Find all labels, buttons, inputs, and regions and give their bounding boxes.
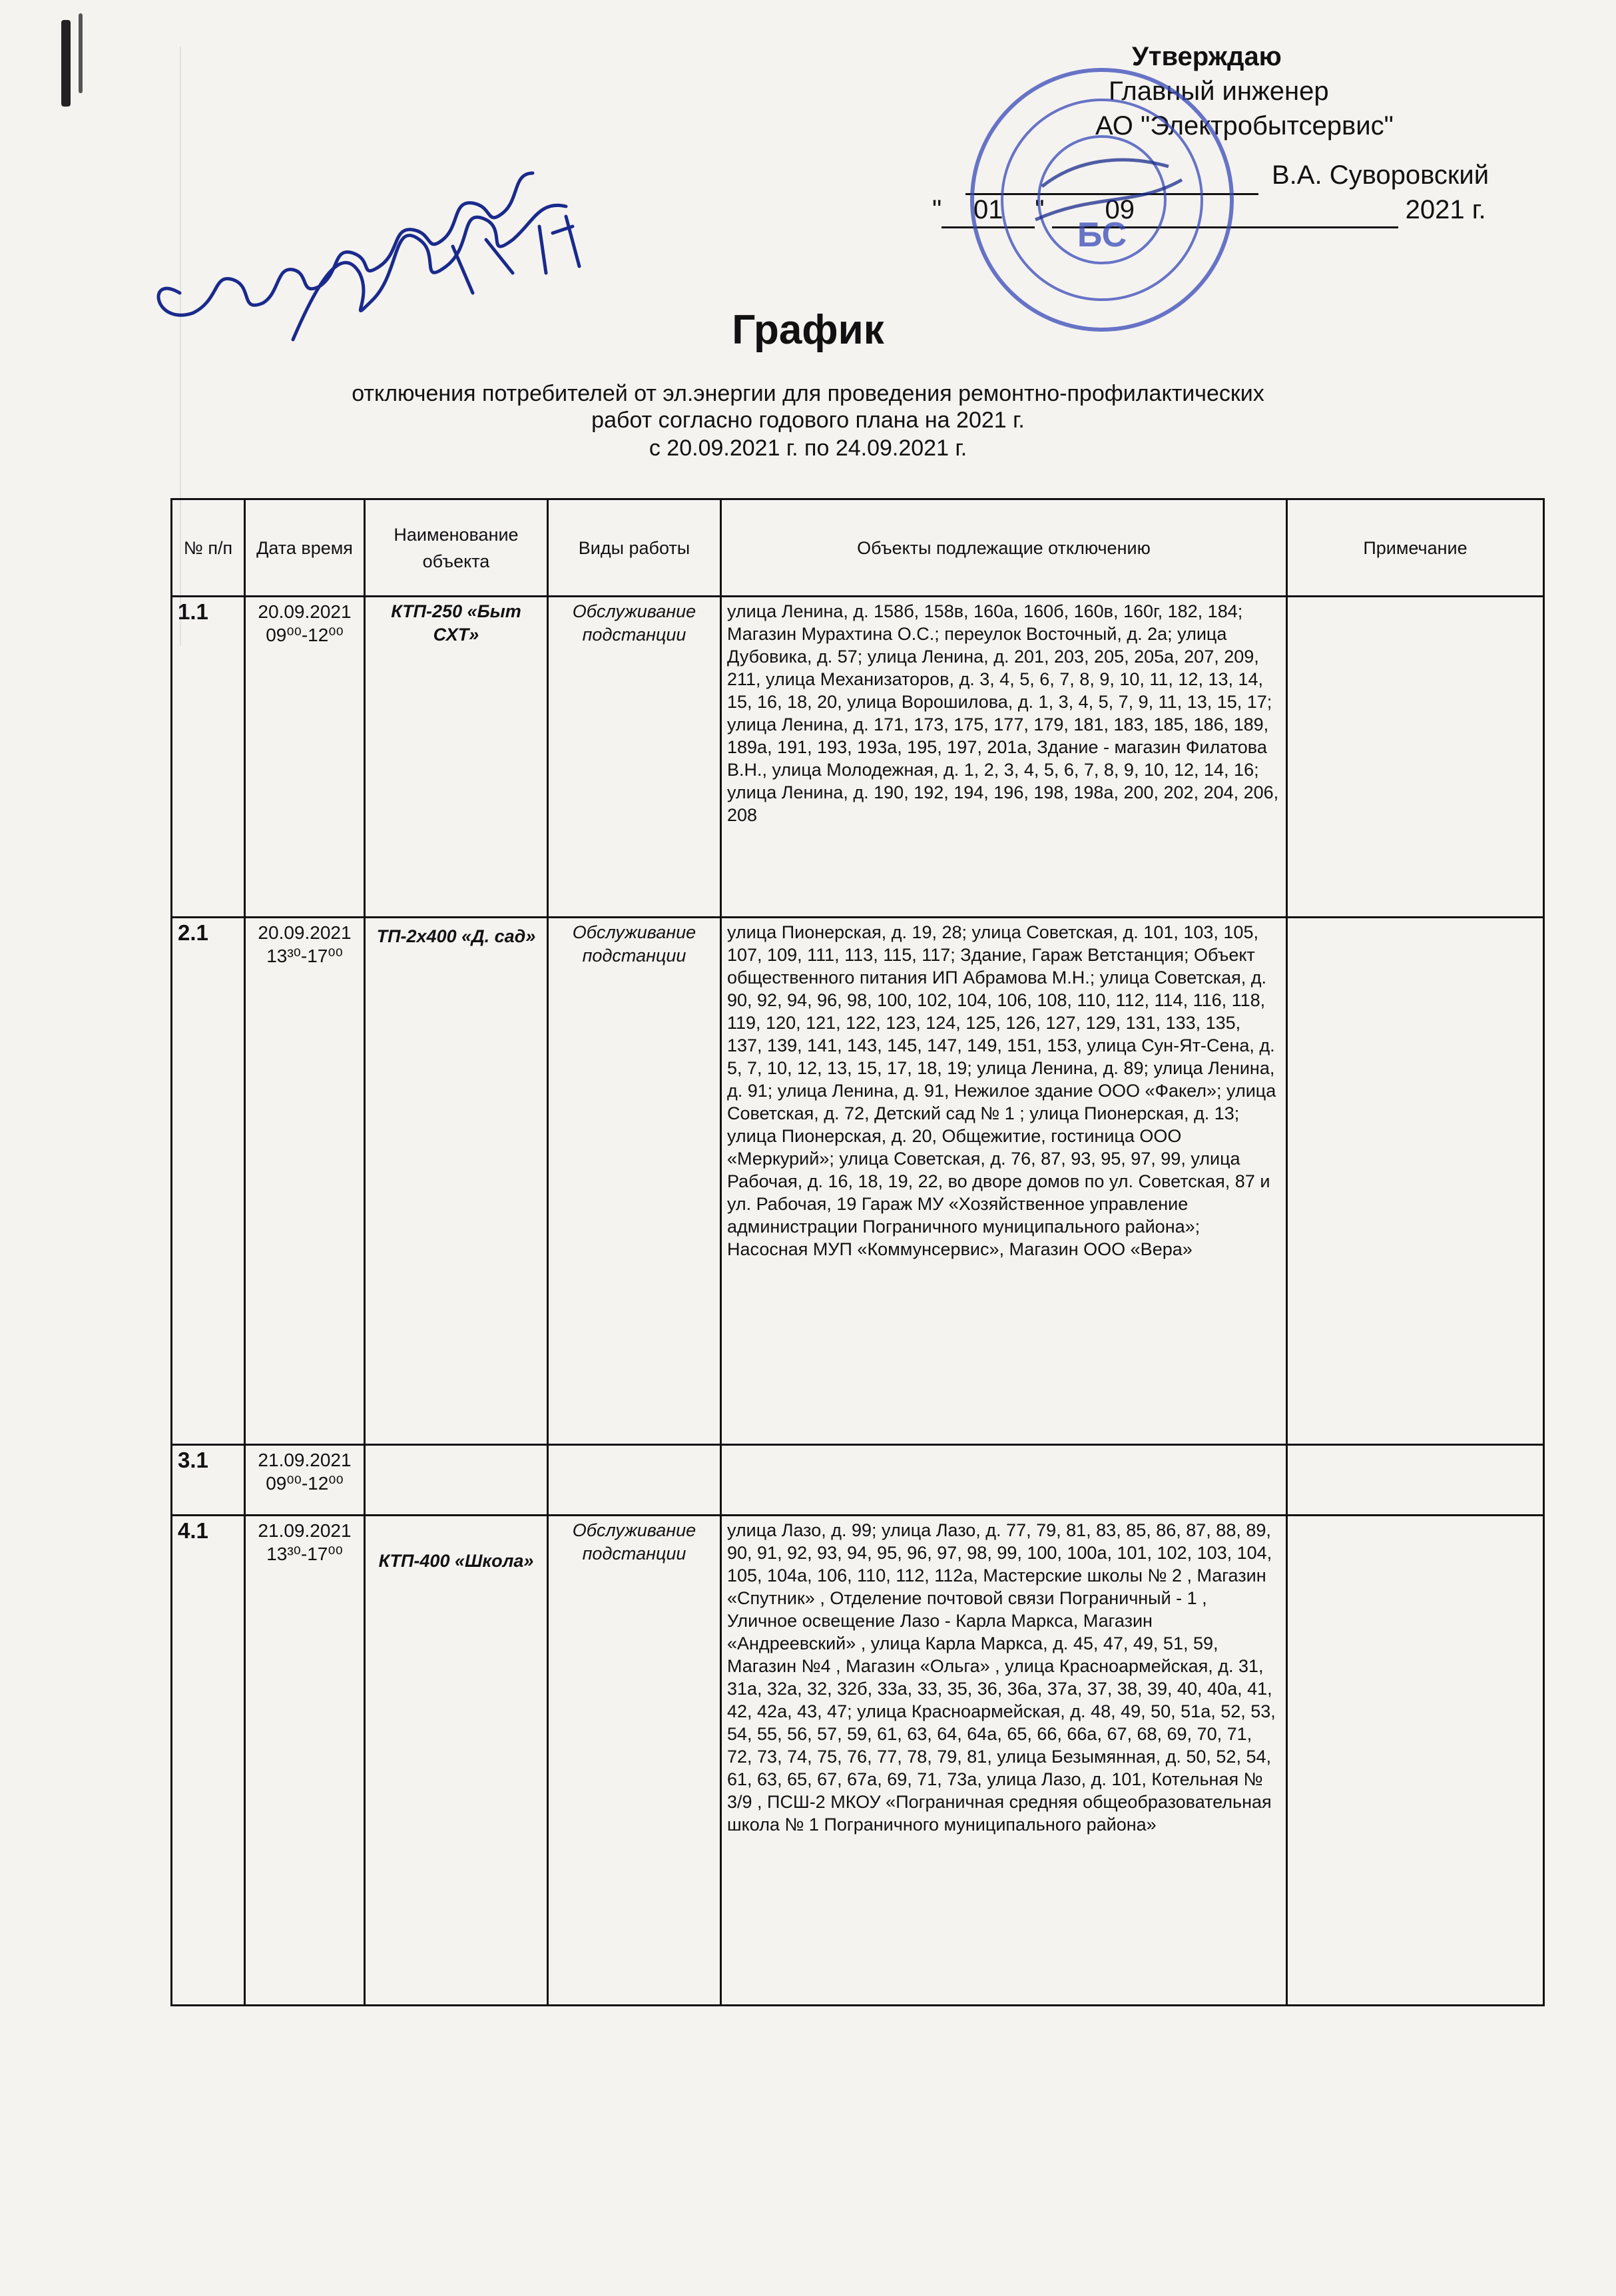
document-subtitle-1: отключения потребителей от эл.энергии для проведения ремонтно-профилактических [352,381,1264,406]
document-subtitle-2: работ согласно годового плана на 2021 г. [591,408,1025,433]
row-note [1287,597,1544,918]
table-row [172,918,1544,1445]
row-objects: улица Лазо, д. 99; улица Лазо, д. 77, 79, 81, 83, 85, 86, 87, 88, 89, 90, 91, 92, 93, 94, 95, 96, 97, 98, 99, 100, 100а, 101, 102, 103, 104, 105, 104а, 106, 110, 112, 112а, Мастерские школы № 2 , Магазин «Спутник» , Отделение почтовой связи Пограничный - 1 , Уличное освещение Лазо - Карла Маркса, Магазин «Андреевский» , улица Карла Маркса, д. 45, 47, 49, 51, 59, Магазин №4 , Магазин «Ольга» , улица Красноармейская, д. 31, 31а, 32а, 32, 32б, 33а, 33, 35, 36, 36а, 37а, 37, 38, 39, 40, 40а, 41, 42, 42а, 43, 47; улица Красноармейская, д. 48, 49, 50, 51а, 52, 53, 54, 55, 56, 57, 59, 61, 63, 64, 64а, 65, 66, 66а, 67, 68, 69, 70, 71, 72, 73, 74, 75, 76, 77, 78, 79, 81, улица Безымянная, д. 50, 52, 54, 61, 63, 65, 67, 67а, 69, 71, 73а, улица Лазо, д. 101, Котельная № 3/9 , ПСШ-2 МКОУ «Пограничная средняя общеобразовательная школа № 1 Пограничного муниципального района» [721,1516,1287,2006]
header-objects: Объекты подлежащие отключению [721,499,1287,597]
row-date: 20.09.2021 [258,922,352,943]
row-time: 09⁰⁰-12⁰⁰ [266,1473,344,1494]
row-work-kind: Обслуживание подстанции [548,1516,721,2006]
row-object-name [365,1445,548,1516]
row-datetime [245,1516,365,2006]
approval-date: " 01 " 09 2021 г. [932,193,1518,228]
binder-mark [79,13,83,93]
header-name: Наименование объекта [365,499,548,597]
approval-signer: В.А. Суворовский [1272,160,1489,190]
row-objects: улица Ленина, д. 158б, 158в, 160а, 160б, 160в, 160г, 182, 184; Магазин Мурахтина О.С.; переулок Восточный, д. 2а; улица Дубовика, д. 57; улица Ленина, д. 201, 203, 205, 205а, 207, 209, 211, улица Механизаторов, д. 3, 4, 5, 6, 7, 8, 9, 10, 11, 12, 13, 14, 15, 16, 18, 20, улица Ворошилова, д. 1, 3, 4, 5, 7, 9, 11, 13, 15, 17; улица Ленина, д. 171, 173, 175, 177, 179, 181, 183, 185, 186, 189, 189а, 191, 193, 193а, 195, 197, 201а, Здание - магазин Филатова В.Н., улица Молодежная, д. 1, 2, 3, 4, 5, 6, 7, 8, 9, 10, 12, 14, 16; улица Ленина, д. 190, 192, 194, 196, 198, 198а, 200, 202, 204, 206, 208 [721,597,1287,918]
row-objects: улица Пионерская, д. 19, 28; улица Советская, д. 101, 103, 105, 107, 109, 111, 113, 115, 117; Здание, Гараж Ветстанция; Объект общественного питания ИП Абрамова М.Н.; улица Советская, д. 90, 92, 94, 96, 98, 100, 102, 104, 106, 108, 110, 112, 114, 116, 118, 119, 120, 121, 122, 123, 124, 125, 126, 127, 129, 131, 133, 135, 137, 139, 141, 143, 145, 147, 149, 151, 153, улица Сун-Ят-Сена, д. 5, 7, 10, 12, 13, 15, 17, 18, 19; улица Ленина, д. 89; улица Ленина, д. 91; улица Ленина, д. 91, Нежилое здание ООО «Факел»; улица Советская, д. 72, Детский сад № 1 ; улица Пионерская, д. 13; улица Пионерская, д. 20, Общежитие, гостиница ООО «Меркурий»; улица Советская, д. 76, 87, 93, 95, 97, 99, улица Рабочая, д. 16, 18, 19, 22, во дворе домов по ул. Советская, 87 и ул. Рабочая, 19 Гараж МУ «Хозяйственное управление администрации Пограничного муниципального района»; Насосная МУП «Коммунсервис», Магазин ООО «Вера» [721,918,1287,1445]
schedule-table [170,498,1545,2006]
row-note [1287,918,1544,1445]
row-note [1287,1516,1544,2006]
approval-company: АО "Электробытсервис" [1095,111,1394,141]
row-work-kind [548,1445,721,1516]
table-row [172,597,1544,918]
header-num: № п/п [172,499,245,597]
header-date: Дата время [245,499,365,597]
row-date: 21.09.2021 [258,1520,352,1541]
approval-date-day: 01 [942,193,1035,228]
company-stamp [962,60,1242,340]
row-time: 13³⁰-17⁰⁰ [266,946,343,966]
header-kind: Виды работы [548,499,721,597]
row-work-kind: Обслуживание подстанции [548,597,721,918]
row-object-name: ТП-2х400 «Д. сад» [365,918,548,1445]
row-num: 2.1 [172,918,245,1445]
table-row [172,1516,1544,2006]
row-object-name: КТП-250 «Быт СХТ» [365,597,548,918]
table-header-row [172,499,1544,597]
svg-text:БС: БС [1077,216,1127,254]
table-row [172,1445,1544,1516]
row-date: 21.09.2021 [258,1450,352,1470]
row-note [1287,1445,1544,1516]
row-time: 09⁰⁰-12⁰⁰ [266,625,344,645]
row-datetime [245,597,365,918]
row-datetime [245,918,365,1445]
row-datetime [245,1445,365,1516]
approval-date-month: 09 [1105,195,1135,224]
row-work-kind: Обслуживание подстанции [548,918,721,1445]
row-object-name: КТП-400 «Школа» [365,1516,548,2006]
document-period: с 20.09.2021 г. по 24.09.2021 г. [649,435,967,461]
approval-date-year: 2021 г. [1405,195,1486,224]
binder-mark [61,20,71,107]
header-note: Примечание [1287,499,1544,597]
row-num: 4.1 [172,1516,245,2006]
row-date: 20.09.2021 [258,601,352,622]
row-time: 13³⁰-17⁰⁰ [266,1544,343,1564]
row-num: 1.1 [172,597,245,918]
row-num: 3.1 [172,1445,245,1516]
approval-title: Утверждаю [1132,42,1282,71]
approval-position: Главный инженер [1109,77,1329,106]
document-title: График [732,307,884,353]
row-objects [721,1445,1287,1516]
